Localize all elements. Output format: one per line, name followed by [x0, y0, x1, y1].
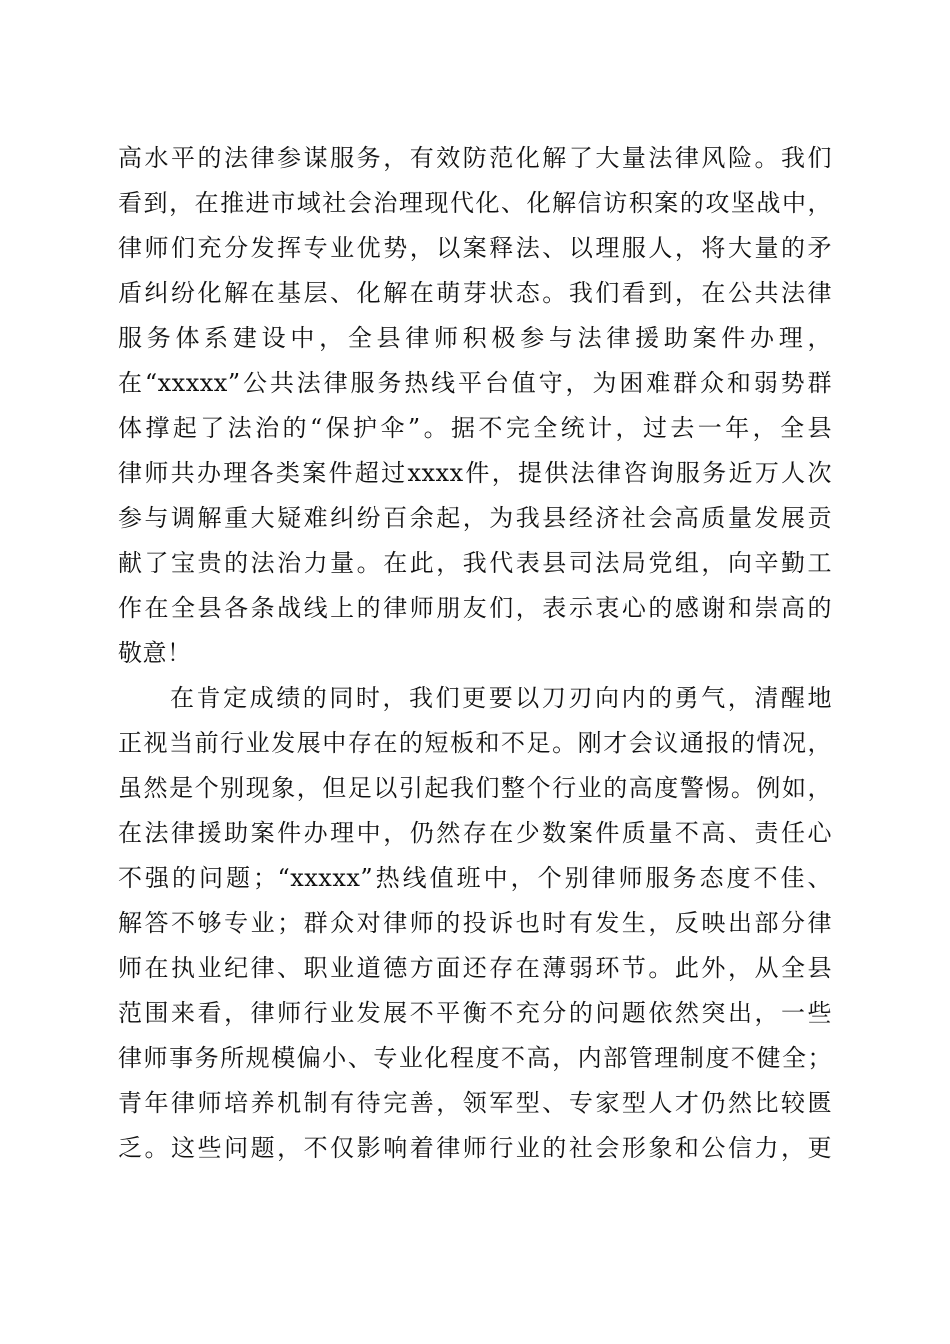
text-line: 青年律师培养机制有待完善，领军型、专家型人才仍然比较匮	[118, 1089, 832, 1117]
text-line: 乏。这些问题，不仅影响着律师行业的社会形象和公信力，更	[118, 1134, 832, 1162]
text-line: 律师共办理各类案件超过xxxx件，提供法律咨询服务近万人次	[118, 459, 832, 487]
text-line: 虽然是个别现象，但足以引起我们整个行业的高度警惕。例如，	[118, 774, 832, 802]
paragraph-2	[118, 676, 832, 1171]
text-line: 体撑起了法治的“保护伞”。据不完全统计，过去一年，全县	[118, 414, 832, 442]
text-line: 范围来看，律师行业发展不平衡不充分的问题依然突出，一些	[118, 999, 832, 1027]
text-line: 师在执业纪律、职业道德方面还存在薄弱环节。此外，从全县	[118, 954, 832, 982]
text-line: 看到，在推进市域社会治理现代化、化解信访积案的攻坚战中，	[118, 189, 832, 217]
text-line: 正视当前行业发展中存在的短板和不足。刚才会议通报的情况，	[118, 729, 832, 757]
paragraph-1	[118, 136, 832, 676]
text-line: 参与调解重大疑难纠纷百余起，为我县经济社会高质量发展贡	[118, 504, 832, 532]
text-line: 解答不够专业；群众对律师的投诉也时有发生，反映出部分律	[118, 909, 832, 937]
text-line: 在“xxxxx”公共法律服务热线平台值守，为困难群众和弱势群	[118, 369, 832, 397]
text-line: 律师们充分发挥专业优势，以案释法、以理服人，将大量的矛	[118, 234, 832, 262]
text-line: 敬意！	[118, 639, 192, 667]
text-line: 作在全县各条战线上的律师朋友们，表示衷心的感谢和崇高的	[118, 594, 832, 622]
text-line: 在法律援助案件办理中，仍然存在少数案件质量不高、责任心	[118, 819, 832, 847]
text-line: 律师事务所规模偏小、专业化程度不高，内部管理制度不健全；	[118, 1044, 832, 1072]
text-line: 在肯定成绩的同时，我们更要以刀刃向内的勇气，清醒地	[170, 684, 832, 712]
text-line: 献了宝贵的法治力量。在此，我代表县司法局党组，向辛勤工	[118, 549, 832, 577]
text-line: 高水平的法律参谋服务，有效防范化解了大量法律风险。我们	[118, 144, 832, 172]
text-line: 服务体系建设中，全县律师积极参与法律援助案件办理，	[118, 324, 832, 352]
text-line: 盾纠纷化解在基层、化解在萌芽状态。我们看到，在公共法律	[118, 279, 832, 307]
body-text	[118, 136, 832, 1171]
text-line: 不强的问题；“xxxxx”热线值班中，个别律师服务态度不佳、	[118, 864, 832, 892]
